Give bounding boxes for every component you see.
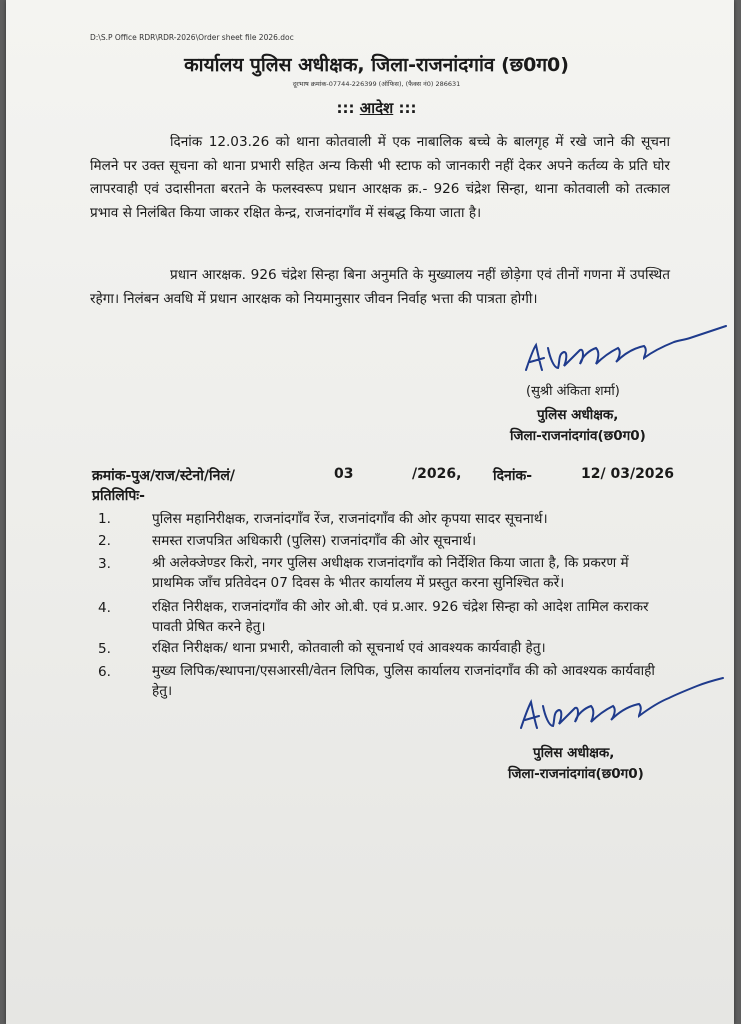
- signatory-title: पुलिस अधीक्षक,: [537, 407, 619, 423]
- copy-item-number: 4.: [98, 600, 111, 616]
- copy-label: प्रतिलिपिः-: [92, 488, 145, 504]
- copy-item-number: 6.: [98, 664, 111, 680]
- office-title: कार्यालय पुलिस अधीक्षक, जिला-राजनांदगांव (छ0ग0): [184, 54, 569, 76]
- signature-2: [511, 672, 731, 744]
- phone-line: दूरभाष क्रमांक-07744-226399 (ऑफिस), (फैक्स नं0) 286631: [292, 80, 461, 88]
- signatory-district: जिला-राजनांदगांव(छ0ग0): [510, 428, 646, 444]
- copy-item-text: श्री अलेक्जेण्डर किरो, नगर पुलिस अधीक्षक राजनांदगाँव को निर्देशित किया जाता है, कि प्रकरण में प्राथमिक जाँच प्रतिवेदन 07 दिवस के भीतर कार्यालय में प्रस्तुत करना सुनिश्चित करें।: [152, 555, 629, 591]
- copy-item-text: पुलिस महानिरीक्षक, राजनांदगाँव रेंज, राजनांदगाँव की ओर कृपया सादर सूचनार्थ।: [152, 511, 548, 527]
- heading-prefix: :::: [336, 99, 360, 117]
- reference-kramank: क्रमांक-पुअ/राज/स्टेनो/निलं/: [92, 468, 235, 484]
- copy-item-text: रक्षित निरीक्षक, राजनांदगाँव की ओर ओ.बी. एवं प्र.आर. 926 चंद्रेश सिन्हा को आदेश तामिल कराकर पावती प्रेषित करने हेतु।: [152, 599, 649, 635]
- reference-year: /2026,: [412, 466, 462, 482]
- copy-item-number: 3.: [98, 556, 111, 572]
- heading-title: आदेश: [359, 99, 394, 117]
- reference-number: 03: [334, 466, 354, 482]
- copy-item-text: समस्त राजपत्रित अधिकारी (पुलिस) राजनांदगाँव की ओर सूचनार्थ।: [152, 533, 477, 549]
- order-document: [6, 0, 734, 1024]
- copy-item-number: 1.: [98, 511, 111, 527]
- reference-date: 12/ 03/2026: [581, 466, 675, 482]
- copy-item-number: 5.: [98, 641, 111, 657]
- copy-item-text: रक्षित निरीक्षक/ थाना प्रभारी, कोतवाली को सूचनार्थ एवं आवश्यक कार्यवाही हेतु।: [152, 640, 546, 656]
- order-paragraph-2: प्रधान आरक्षक. 926 चंद्रेश सिन्हा बिना अनुमति के मुख्यालय नहीं छोड़ेगा एवं तीनों गणना में उपस्थित रहेगा। निलंबन अवधि में प्रधान आरक्षक को नियमानुसार जीवन निर्वाह भत्ता की पात्रता होगी।: [90, 267, 670, 307]
- signatory2-title: पुलिस अधीक्षक,: [533, 745, 615, 761]
- reference-date-label: दिनांक-: [493, 468, 533, 484]
- signature-1: [514, 318, 734, 388]
- signatory2-district: जिला-राजनांदगांव(छ0ग0): [508, 766, 644, 782]
- copy-item-number: 2.: [98, 533, 111, 549]
- heading-suffix: :::: [393, 99, 417, 117]
- order-paragraph-1: दिनांक 12.03.26 को थाना कोतवाली में एक नाबालिक बच्चे के बालगृह में रखे जाने की सूचना मिलने पर उक्त सूचना को थाना प्रभारी सहित अन्य किसी भी स्टाफ को जानकारी नहीं देकर अपने कर्तव्य के प्रति घोर लापरवाही एवं उदासीनता बरतने के फलस्वरूप प्रधान आरक्षक क्र.- 926 चंद्रेश सिन्हा, थाना कोतवाली को तत्काल प्रभाव से निलंबित किया जाकर रक्षित केन्द्र, राजनांदगाँव में संबद्ध किया जाता है।: [90, 134, 670, 221]
- signatory-name: (सुश्री अंकिता शर्मा): [526, 384, 620, 399]
- order-heading: [6, 98, 741, 118]
- copy-item-text: मुख्य लिपिक/स्थापना/एसआरसी/वेतन लिपिक, पुलिस कार्यालय राजनांदगाँव की को आवश्यक कार्यवाही हेतु।: [152, 663, 655, 699]
- file-path: D:\S.P Office RDR\RDR-2026\Order sheet file 2026.doc: [90, 33, 294, 42]
